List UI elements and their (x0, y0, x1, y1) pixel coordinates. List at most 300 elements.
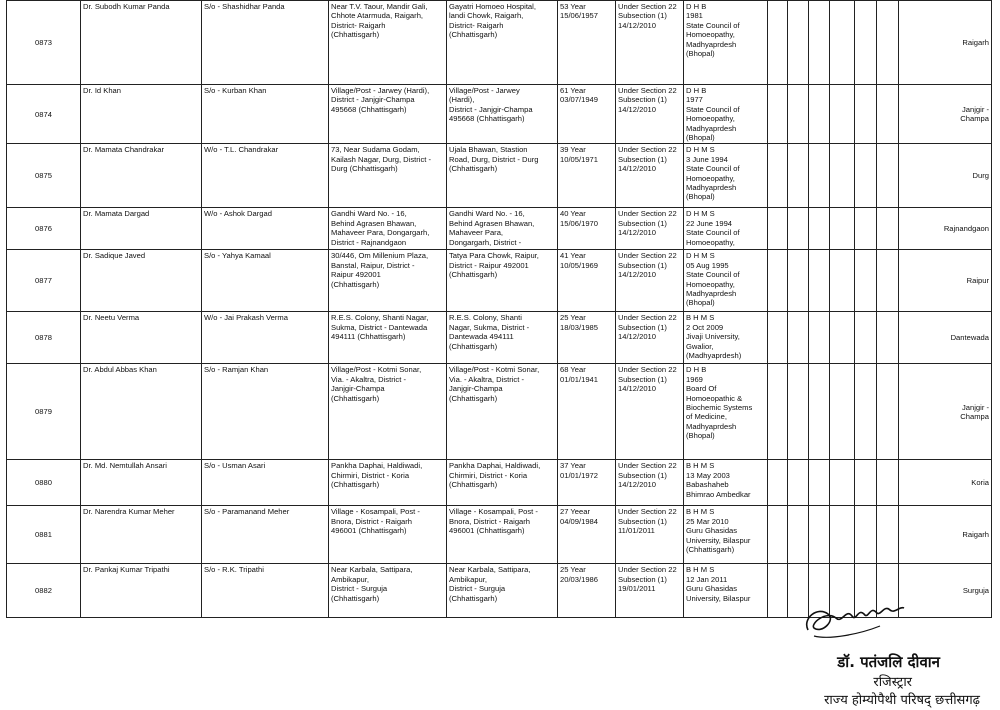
perm-address-line: Village - Kosampali, Post - (331, 507, 420, 517)
perm-address-line: 495668 (Chhattisgarh) (331, 104, 407, 114)
cell-age-dob (558, 312, 616, 364)
cell-district (899, 250, 992, 312)
section-line: Subsection (1) (618, 11, 667, 21)
work-address-line: Mahaveer Para, (449, 228, 504, 238)
cell-sno: 0881 (7, 506, 81, 564)
cell-name: Dr. Mamata Dargad (81, 208, 202, 250)
perm-address-line: District - Rajnandgaon (331, 237, 407, 247)
perm-address-line: District - Surguja (331, 584, 388, 594)
cell-perm-address (329, 364, 447, 460)
age-dob-line: 68 Year (560, 365, 586, 375)
cell-blank (809, 85, 830, 144)
cell-age-dob (558, 364, 616, 460)
cell-sno: 0879 (7, 364, 81, 460)
age-dob-line: 41 Year (560, 251, 586, 261)
cell-district (899, 144, 992, 208)
cell-blank (809, 506, 830, 564)
qualification-line: Homoeopathy, (686, 237, 735, 247)
qualification-line: 05 Aug 1995 (686, 260, 729, 270)
section-line: Under Section 22 (618, 86, 677, 95)
qualification-line: D H B (686, 365, 707, 375)
perm-address-line: Mahaveer Para, Dongargarh, (331, 228, 430, 238)
cell-sno: 0876 (7, 208, 81, 250)
qualification-line: Madhyaprdesh (686, 289, 737, 299)
work-address-line: Near Karbala, Sattipara, (449, 565, 531, 575)
cell-name: Dr. Id Khan (81, 85, 202, 144)
cell-blank (788, 506, 809, 564)
cell-work-address (447, 208, 558, 250)
age-dob-line: 61 Year (560, 86, 586, 95)
age-dob-line: 25 Year (560, 565, 586, 575)
cell-section (616, 312, 684, 364)
section-line: Subsection (1) (618, 260, 667, 270)
qualification-line: (Chhattisgarh) (686, 545, 735, 555)
registrar-designation: रजिस्ट्रार (873, 675, 912, 690)
cell-blank (877, 506, 899, 564)
cell-work-address (447, 250, 558, 312)
cell-work-address (447, 1, 558, 85)
section-line: Subsection (1) (618, 516, 667, 526)
work-address-line: Chirmiri, District - Koria (449, 470, 528, 480)
section-line: Under Section 22 (618, 251, 677, 261)
table-row (7, 144, 992, 208)
cell-district (899, 506, 992, 564)
work-address-line: Village/Post - Kotmi Sonar, (449, 365, 540, 375)
work-address-line: Janjgir-Champa (449, 384, 503, 394)
age-dob-line: 25 Year (560, 313, 586, 323)
age-dob-line: 18/03/1985 (560, 322, 599, 332)
cell-work-address (447, 144, 558, 208)
district-line: Dantewada (950, 333, 989, 343)
cell-sno: 0877 (7, 250, 81, 312)
perm-address-line: Bnora, District - Raigarh (331, 516, 413, 526)
perm-address-line: (Chhattisgarh) (331, 480, 380, 490)
qualification-line: D H B (686, 86, 707, 95)
cell-blank (877, 460, 899, 506)
section-line: 14/12/2010 (618, 20, 657, 30)
cell-blank (855, 364, 877, 460)
perm-address-line: R.E.S. Colony, Shanti Nagar, (331, 313, 429, 323)
work-address-line: Ambikapur, (449, 574, 487, 584)
section-line: 14/12/2010 (618, 480, 657, 490)
qualification-line: Madhyaprdesh (686, 421, 737, 431)
age-dob-line: 27 Yeear (560, 507, 590, 517)
work-address-line: Gayatri Homoeo Hospital, (449, 2, 536, 11)
qualification-line: State Council of (686, 164, 740, 174)
cell-blank (830, 506, 855, 564)
cell-age-dob (558, 208, 616, 250)
cell-age-dob (558, 85, 616, 144)
cell-perm-address (329, 1, 447, 85)
cell-sno: 0878 (7, 312, 81, 364)
age-dob-line: 01/01/1941 (560, 374, 599, 384)
qualification-line: Madhyaprdesh (686, 183, 737, 193)
cell-age-dob (558, 506, 616, 564)
qualification-line: B H M S (686, 565, 715, 575)
cell-sno: 0874 (7, 85, 81, 144)
perm-address-line: District- Raigarh (331, 20, 386, 30)
cell-work-address (447, 312, 558, 364)
work-address-line: 496001 (Chhattisgarh) (449, 526, 525, 536)
cell-perm-address (329, 506, 447, 564)
cell-name: Dr. Subodh Kumar Panda (81, 1, 202, 85)
section-line: Subsection (1) (618, 322, 667, 332)
cell-work-address (447, 506, 558, 564)
perm-address-line: (Chhattisgarh) (331, 593, 380, 603)
work-address-line: Gandhi Ward No. - 16, (449, 209, 525, 219)
cell-perm-address (329, 312, 447, 364)
district-line: Raigarh (962, 37, 989, 47)
cell-relation: S/o - R.K. Tripathi (202, 564, 329, 618)
work-address-line: Village - Kosampali, Post - (449, 507, 538, 517)
cell-blank (788, 1, 809, 85)
section-line: Subsection (1) (618, 154, 667, 164)
cell-blank (768, 364, 788, 460)
cell-blank (788, 312, 809, 364)
perm-address-line: Village/Post - Kotmi Sonar, (331, 365, 422, 375)
qualification-line: 22 June 1994 (686, 218, 733, 228)
cell-relation: S/o - Kurban Khan (202, 85, 329, 144)
cell-blank (809, 1, 830, 85)
cell-blank (809, 144, 830, 208)
district-line: Janjgir - (961, 402, 989, 412)
table-row (7, 1, 992, 85)
cell-qualification (684, 460, 768, 506)
section-line: 14/12/2010 (618, 384, 657, 394)
cell-blank (830, 1, 855, 85)
cell-district (899, 208, 992, 250)
section-line: Under Section 22 (618, 2, 677, 11)
cell-blank (768, 564, 788, 618)
perm-address-line: Raipur 492001 (331, 270, 381, 280)
cell-blank (809, 208, 830, 250)
cell-blank (877, 144, 899, 208)
perm-address-line: Kailash Nagar, Durg, District - (331, 154, 432, 164)
cell-blank (830, 460, 855, 506)
work-address-line: Dongargarh, District - (449, 237, 522, 247)
cell-age-dob (558, 1, 616, 85)
perm-address-line: 30/446, Om Millenium Plaza, (331, 251, 429, 261)
work-address-line: District - Janjgir-Champa (449, 104, 533, 114)
work-address-line: Road, Durg, District - Durg (449, 154, 539, 164)
perm-address-line: 496001 (Chhattisgarh) (331, 526, 407, 536)
cell-section (616, 506, 684, 564)
age-dob-line: 01/01/1972 (560, 470, 599, 480)
cell-blank (855, 250, 877, 312)
cell-relation: S/o - Paramanand Meher (202, 506, 329, 564)
perm-address-line: 73, Near Sudama Godam, (331, 145, 420, 155)
work-address-line: Ujala Bhawan, Stastion (449, 145, 528, 155)
cell-work-address (447, 85, 558, 144)
registrar-name: डॉ. पतंजलि दीवान (837, 653, 940, 671)
qualification-line: Homoeopathic & (686, 393, 743, 403)
work-address-line: Via. - Akaltra, District - (449, 374, 524, 384)
work-address-line: Pankha Daphai, Haldiwadi, (449, 461, 541, 471)
district-line: Champa (960, 114, 989, 124)
table-row (7, 364, 992, 460)
qualification-line: Guru Ghasidas (686, 526, 738, 536)
work-address-line: Village/Post - Jarwey (449, 86, 520, 95)
age-dob-line: 10/05/1971 (560, 154, 599, 164)
cell-blank (877, 208, 899, 250)
qualification-line: (Madhyaprdesh) (686, 351, 742, 361)
qualification-line: Homoeopathy, (686, 114, 735, 124)
cell-blank (877, 85, 899, 144)
cell-section (616, 250, 684, 312)
perm-address-line: Near Karbala, Sattipara, (331, 565, 413, 575)
work-address-line: Behind Agrasen Bhawan, (449, 218, 535, 228)
qualification-line: Jivaji University, (686, 332, 740, 342)
qualification-line: Homoeopathy, (686, 279, 735, 289)
age-dob-line: 10/05/1969 (560, 260, 599, 270)
age-dob-line: 04/09/1984 (560, 516, 599, 526)
qualification-line: 1981 (686, 11, 703, 21)
cell-section (616, 208, 684, 250)
cell-perm-address (329, 144, 447, 208)
cell-blank (877, 250, 899, 312)
registration-table (6, 0, 992, 618)
cell-blank (768, 1, 788, 85)
table-row (7, 250, 992, 312)
table-row (7, 312, 992, 364)
section-line: Under Section 22 (618, 313, 677, 323)
perm-address-line: Via. - Akaltra, District - (331, 374, 406, 384)
perm-address-line: Durg (Chhattisgarh) (331, 164, 398, 174)
district-line: Koria (971, 478, 989, 488)
district-line: Janjgir - (961, 104, 989, 114)
district-line: Raipur (966, 276, 989, 286)
age-dob-line: 15/06/1957 (560, 11, 599, 21)
cell-name: Dr. Mamata Chandrakar (81, 144, 202, 208)
age-dob-line: 20/03/1986 (560, 574, 599, 584)
cell-section (616, 460, 684, 506)
qualification-line: State Council of (686, 228, 740, 238)
cell-blank (830, 208, 855, 250)
section-line: 14/12/2010 (618, 270, 657, 280)
qualification-line: (Bhopal) (686, 298, 715, 308)
cell-blank (830, 364, 855, 460)
section-line: Subsection (1) (618, 95, 667, 105)
cell-perm-address (329, 250, 447, 312)
cell-section (616, 85, 684, 144)
qualification-line: Madhyaprdesh (686, 123, 737, 133)
section-line: 11/01/2011 (618, 526, 655, 536)
perm-address-line: District - Janjgir-Champa (331, 95, 415, 105)
qualification-line: University, Bilaspur (686, 593, 751, 603)
cell-section (616, 144, 684, 208)
work-address-line: (Chhattisgarh) (449, 341, 498, 351)
cell-blank (855, 506, 877, 564)
work-address-line: (Chhattisgarh) (449, 164, 498, 174)
cell-blank (788, 208, 809, 250)
cell-blank (855, 85, 877, 144)
cell-section (616, 364, 684, 460)
qualification-line: D H M S (686, 251, 715, 261)
cell-sno: 0882 (7, 564, 81, 618)
qualification-line: 1969 (686, 374, 703, 384)
qualification-line: 12 Jan 2011 (686, 574, 728, 584)
work-address-line: District - Surguja (449, 584, 506, 594)
qualification-line: Homoeopathy, (686, 30, 735, 40)
qualification-line: B H M S (686, 313, 715, 323)
qualification-line: State Council of (686, 270, 740, 280)
qualification-line: Gwalior, (686, 341, 714, 351)
qualification-line: B H M S (686, 507, 715, 517)
qualification-line: 13 May 2003 (686, 470, 730, 480)
cell-qualification (684, 506, 768, 564)
cell-blank (855, 1, 877, 85)
cell-blank (768, 144, 788, 208)
cell-blank (768, 85, 788, 144)
cell-blank (788, 250, 809, 312)
qualification-line: Madhyaprdesh (686, 39, 737, 49)
perm-address-line: Behind Agrasen Bhawan, (331, 218, 417, 228)
section-line: Subsection (1) (618, 470, 667, 480)
cell-section (616, 564, 684, 618)
cell-blank (877, 1, 899, 85)
work-address-line: Tatya Para Chowk, Raipur, (449, 251, 539, 261)
perm-address-line: (Chhattisgarh) (331, 393, 380, 403)
work-address-line: (Chhattisgarh) (449, 393, 498, 403)
district-line: Raigarh (962, 530, 989, 540)
cell-name: Dr. Abdul Abbas Khan (81, 364, 202, 460)
cell-name: Dr. Neetu Verma (81, 312, 202, 364)
cell-blank (809, 364, 830, 460)
qualification-line: of Medicine, (686, 412, 727, 422)
cell-blank (788, 364, 809, 460)
district-line: Surguja (962, 586, 989, 596)
cell-name: Dr. Pankaj Kumar Tripathi (81, 564, 202, 618)
cell-age-dob (558, 460, 616, 506)
cell-blank (768, 208, 788, 250)
cell-blank (809, 250, 830, 312)
cell-blank (768, 312, 788, 364)
age-dob-line: 40 Year (560, 209, 586, 219)
perm-address-line: Pankha Daphai, Haldiwadi, (331, 461, 423, 471)
perm-address-line: Chirmiri, District - Koria (331, 470, 410, 480)
cell-district (899, 364, 992, 460)
qualification-line: 2 Oct 2009 (686, 322, 724, 332)
cell-district (899, 1, 992, 85)
cell-blank (830, 144, 855, 208)
perm-address-line: (Chhattisgarh) (331, 279, 380, 289)
section-line: Subsection (1) (618, 574, 667, 584)
section-line: 19/01/2011 (618, 584, 656, 594)
cell-relation: W/o - Ashok Dargad (202, 208, 329, 250)
qualification-line: 1977 (686, 95, 703, 105)
cell-relation: W/o - T.L. Chandrakar (202, 144, 329, 208)
cell-name: Dr. Sadique Javed (81, 250, 202, 312)
perm-address-line: Near T.V. Taour, Mandir Gali, (331, 2, 428, 11)
cell-perm-address (329, 564, 447, 618)
cell-section (616, 1, 684, 85)
perm-address-line: (Chhattisgarh) (331, 30, 380, 40)
cell-blank (768, 460, 788, 506)
section-line: Under Section 22 (618, 507, 677, 517)
section-line: Under Section 22 (618, 209, 677, 219)
cell-work-address (447, 564, 558, 618)
cell-district (899, 460, 992, 506)
table-row (7, 460, 992, 506)
work-address-line: (Chhattisgarh) (449, 480, 498, 490)
cell-district (899, 85, 992, 144)
section-line: Under Section 22 (618, 461, 677, 471)
cell-sno: 0873 (7, 1, 81, 85)
cell-qualification (684, 85, 768, 144)
qualification-line: Guru Ghasidas (686, 584, 738, 594)
cell-blank (788, 85, 809, 144)
work-address-line: (Chhattisgarh) (449, 30, 498, 40)
qualification-line: 25 Mar 2010 (686, 516, 729, 526)
cell-blank (877, 364, 899, 460)
qualification-line: State Council of (686, 20, 740, 30)
section-line: Subsection (1) (618, 218, 667, 228)
cell-qualification (684, 312, 768, 364)
work-address-line: (Chhattisgarh) (449, 270, 498, 280)
cell-work-address (447, 460, 558, 506)
perm-address-line: 494111 (Chhattisgarh) (331, 332, 406, 342)
cell-blank (788, 460, 809, 506)
cell-district (899, 312, 992, 364)
cell-age-dob (558, 250, 616, 312)
cell-relation: S/o - Yahya Kamaal (202, 250, 329, 312)
cell-qualification (684, 1, 768, 85)
qualification-line: 3 June 1994 (686, 154, 728, 164)
age-dob-line: 53 Year (560, 2, 586, 11)
qualification-line: Biochemic Systems (686, 403, 753, 413)
qualification-line: (Bhopal) (686, 431, 715, 441)
cell-blank (855, 460, 877, 506)
section-line: 14/12/2010 (618, 228, 657, 238)
cell-work-address (447, 364, 558, 460)
cell-blank (809, 312, 830, 364)
cell-qualification (684, 364, 768, 460)
section-line: 14/12/2010 (618, 332, 657, 342)
perm-address-line: Ambikapur, (331, 574, 369, 584)
work-address-line: Dantewada 494111 (449, 332, 514, 342)
cell-blank (830, 312, 855, 364)
council-name: राज्य होम्योपैथी परिषद् छत्तीसगढ़ (824, 693, 980, 708)
cell-perm-address (329, 208, 447, 250)
work-address-line: District - Raipur 492001 (449, 260, 529, 270)
section-line: 14/12/2010 (618, 164, 657, 174)
qualification-line: University, Bilaspur (686, 535, 751, 545)
qualification-line: D H M S (686, 145, 715, 155)
work-address-line: 495668 (Chhattisgarh) (449, 114, 525, 124)
work-address-line: (Chhattisgarh) (449, 593, 498, 603)
section-line: Under Section 22 (618, 145, 677, 155)
work-address-line: Bnora, District - Raigarh (449, 516, 531, 526)
cell-relation: W/o - Jai Prakash Verma (202, 312, 329, 364)
work-address-line: landi Chowk, Raigarh, (449, 11, 524, 21)
age-dob-line: 15/06/1970 (560, 218, 599, 228)
work-address-line: Nagar, Sukma, District - (449, 322, 530, 332)
qualification-line: (Bhopal) (686, 192, 715, 202)
cell-perm-address (329, 460, 447, 506)
qualification-line: Board Of (686, 384, 717, 394)
work-address-line: District- Raigarh (449, 20, 504, 30)
perm-address-line: Chhote Atarmuda, Raigarh, (331, 11, 424, 21)
cell-age-dob (558, 564, 616, 618)
qualification-line: State Council of (686, 104, 740, 114)
qualification-line: (Bhopal) (686, 49, 715, 59)
cell-blank (855, 312, 877, 364)
cell-blank (788, 144, 809, 208)
cell-name: Dr. Narendra Kumar Meher (81, 506, 202, 564)
cell-qualification (684, 144, 768, 208)
qualification-line: B H M S (686, 461, 715, 471)
table-row (7, 85, 992, 144)
